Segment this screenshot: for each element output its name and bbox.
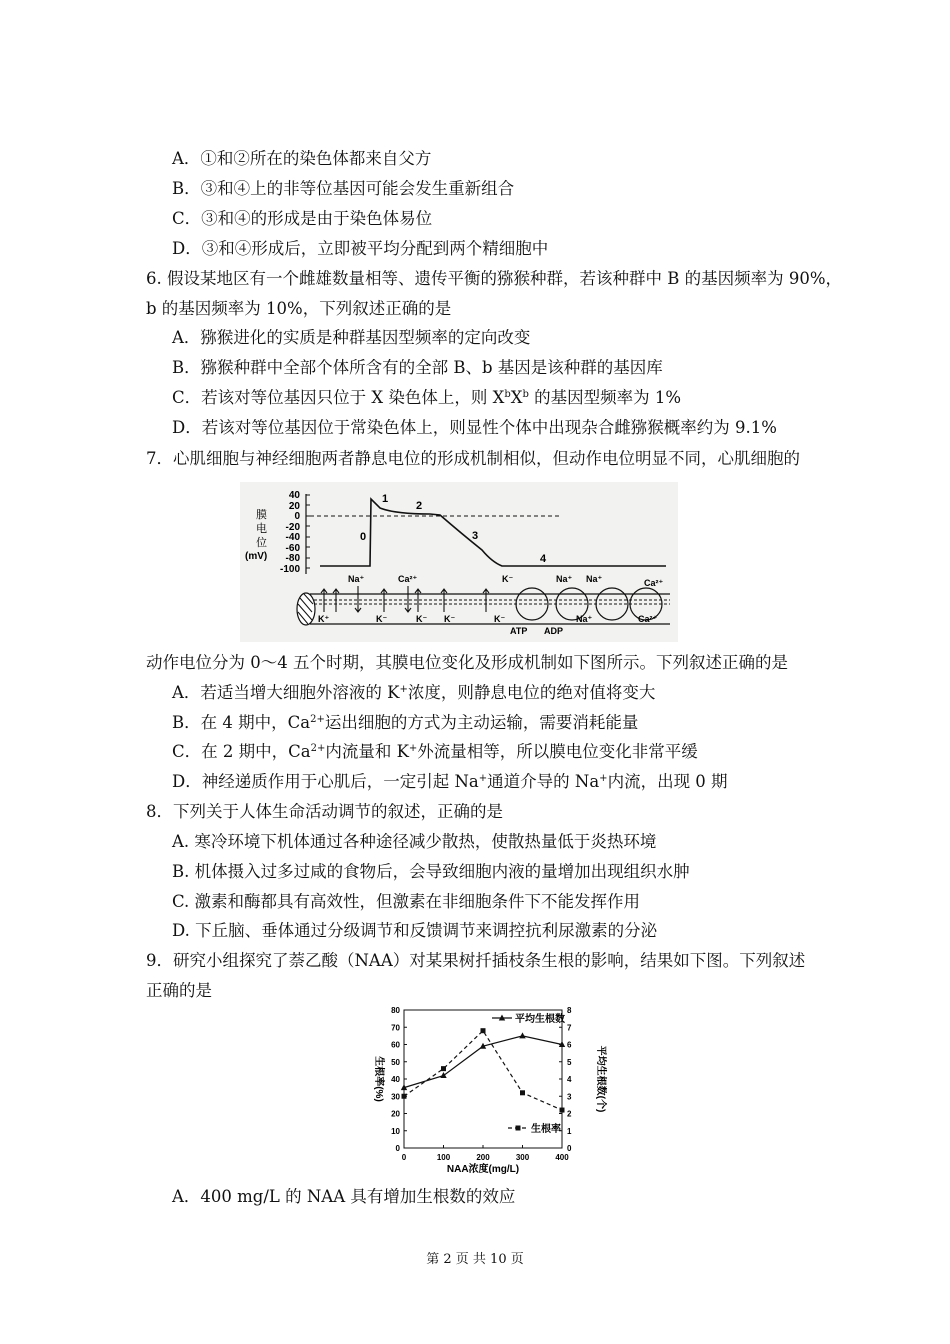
data-point-square — [402, 1094, 407, 1099]
phase-1-label: 1 — [382, 493, 389, 505]
ytick: -100 — [279, 564, 300, 575]
legend-marker-square — [516, 1126, 521, 1131]
ylabel-unit: (mV) — [245, 551, 268, 562]
ytick: -60 — [285, 543, 300, 554]
naa-rooting-chart — [368, 1002, 608, 1184]
ytick: 0 — [294, 511, 300, 522]
ytick: -80 — [285, 553, 300, 564]
ion-label-k: K⁻ — [494, 614, 506, 624]
phase-2-label: 2 — [416, 500, 423, 512]
data-point-square — [481, 1028, 486, 1033]
y-right-tick-label: 0 — [567, 1144, 572, 1153]
page-footer: 第 2 页 共 10 页 — [426, 1252, 524, 1267]
q8-option-a: A. 寒冷环境下机体通过各种途径减少散热，使散热量低于炎热环境 — [172, 832, 657, 851]
y-left-tick-label: 60 — [391, 1040, 400, 1050]
data-point-square — [520, 1090, 525, 1095]
y-right-tick-label: 8 — [567, 1006, 572, 1015]
legend-label-rooting-rate: 生根率 — [531, 1124, 561, 1135]
q8-option-c: C. 激素和酶都具有高效性，但激素在非细胞条件下不能发挥作用 — [172, 892, 641, 911]
ylabel-char-2: 电 — [256, 523, 267, 535]
data-point-square — [441, 1066, 446, 1071]
phase-0-label: 0 — [360, 531, 367, 543]
y-left-tick-label: 10 — [391, 1126, 400, 1136]
ion-label-na: Na⁺ — [348, 574, 365, 584]
q6-option-b: B．猕猴种群中全部个体所含有的全部 B、b 基因是该种群的基因库 — [172, 358, 663, 377]
q9-stem-line1: 9．研究小组探究了萘乙酸（NAA）对某果树扦插枝条生根的影响，结果如下图。下列叙述 — [146, 951, 806, 970]
ion-label-na: Na⁺ — [586, 574, 603, 584]
ytick: -20 — [285, 522, 300, 533]
legend-label-avg-roots: 平均生根数 — [515, 1014, 565, 1025]
y-left-tick-label: 20 — [391, 1109, 400, 1119]
ylabel-char-3: 位 — [256, 537, 267, 549]
ion-label-ca: Ca²⁺ — [644, 578, 664, 588]
x-tick-label: 300 — [515, 1153, 530, 1162]
y-left-tick-label: 80 — [391, 1006, 400, 1015]
q6-option-d: D．若该对等位基因位于常染色体上，则显性个体中出现杂合雌猕猴概率约为 9.1% — [172, 418, 777, 437]
y-left-tick-label: 0 — [395, 1144, 400, 1153]
data-point-square — [560, 1108, 565, 1113]
x-tick-label: 200 — [476, 1153, 490, 1162]
data-point-triangle — [519, 1032, 525, 1038]
y-right-tick-label: 5 — [567, 1057, 572, 1067]
ion-label-k: K⁻ — [376, 614, 388, 624]
q6-option-c: C．若该对等位基因只位于 X 染色体上，则 $X^bX^b$ 的基因型频率为 1% — [172, 388, 682, 407]
y-right-tick-label: 4 — [567, 1075, 572, 1084]
q7-stem-line2: 动作电位分为 0～4 五个时期，其膜电位变化及形成机制如下图所示。下列叙述正确的是 — [146, 653, 788, 672]
q7-option-c: C．在 2 期中，$Ca^{2+}$内流量和 K+外流量相等，所以膜电位变化非常平缓 — [172, 742, 698, 761]
x-axis-label: NAA浓度(mg/L) — [446, 1164, 520, 1175]
ytick: 40 — [288, 490, 300, 501]
q7-option-b: B．在 4 期中，$Ca^{2+}$运出细胞的方式为主动运输，需要消耗能量 — [172, 713, 639, 732]
y-right-tick-label: 3 — [567, 1092, 572, 1102]
q5-option-b: B．③和④上的非等位基因可能会发生重新组合 — [172, 179, 515, 198]
x-tick-label: 100 — [436, 1153, 451, 1162]
ytick: -40 — [285, 532, 300, 543]
y-left-tick-label: 40 — [391, 1075, 400, 1084]
q6-option-a: A．猕猴进化的实质是种群基因型频率的定向改变 — [172, 328, 531, 347]
cardiac-action-potential-figure — [240, 482, 678, 642]
cell-end — [297, 593, 315, 625]
x-tick-label: 400 — [555, 1153, 569, 1162]
ion-label-k: K⁻ — [502, 574, 514, 584]
ion-label-k: K⁻ — [444, 614, 456, 624]
phase-3-label: 3 — [472, 530, 479, 542]
q5-option-a: A．①和②所在的染色体都来自父方 — [172, 149, 432, 168]
ytick: 20 — [288, 501, 300, 512]
q8-stem: 8．下列关于人体生命活动调节的叙述，正确的是 — [146, 802, 503, 821]
q5-option-c: C．③和④的形成是由于染色体易位 — [172, 209, 433, 228]
ion-label-na: Na⁺ — [576, 614, 593, 624]
y-right-tick-label: 6 — [567, 1040, 572, 1050]
y-right-tick-label: 2 — [567, 1109, 572, 1119]
q9-stem-line2: 正确的是 — [146, 981, 212, 1000]
q6-stem-line1: 6. 假设某地区有一个雌雄数量相等、遗传平衡的猕猴种群，若该种群中 B 的基因频率为 90%， — [146, 269, 843, 288]
phase-4-label: 4 — [540, 553, 547, 565]
ion-label-k: K⁻ — [416, 614, 428, 624]
q7-option-a: A．若适当增大细胞外溶液的 K+浓度，则静息电位的绝对值将变大 — [172, 683, 656, 702]
ion-label-k: K⁺ — [318, 614, 330, 624]
q7-option-d: D．神经递质作用于心肌后，一定引起 Na+通道介导的 Na+内流，出现 0 期 — [172, 772, 728, 791]
y-right-axis-label: 平均生根数(个) — [595, 1045, 606, 1113]
data-point-triangle — [440, 1072, 446, 1078]
y-left-tick-label: 30 — [391, 1092, 400, 1102]
ion-label-ca: Ca²⁺ — [398, 574, 418, 584]
q6-stem-line2: b 的基因频率为 10%，下列叙述正确的是 — [146, 299, 452, 318]
adp-label: ADP — [544, 626, 564, 636]
q8-option-b: B. 机体摄入过多过咸的食物后，会导致细胞内液的量增加出现组织水肿 — [172, 862, 690, 881]
y-left-axis-label: 生根率(%) — [373, 1056, 384, 1102]
y-right-tick-label: 1 — [567, 1126, 572, 1136]
y-right-tick-label: 7 — [567, 1023, 572, 1033]
ion-label-ca: Ca²⁺ — [638, 614, 658, 624]
q9-option-a: A．400 mg/L 的 NAA 具有增加生根数的效应 — [172, 1187, 516, 1206]
y-left-tick-label: 70 — [391, 1023, 400, 1033]
ylabel-char-1: 膜 — [256, 509, 267, 521]
atp-label: ATP — [510, 626, 528, 636]
q8-option-d: D. 下丘脑、垂体通过分级调节和反馈调节来调控抗利尿激素的分泌 — [172, 921, 658, 940]
q5-option-d: D．③和④形成后，立即被平均分配到两个精细胞中 — [172, 239, 549, 258]
y-left-tick-label: 50 — [391, 1057, 400, 1067]
ion-label-na: Na⁺ — [556, 574, 573, 584]
series-line-square — [404, 1031, 562, 1110]
x-tick-label: 0 — [401, 1153, 407, 1162]
q7-stem-line1: 7．心肌细胞与神经细胞两者静息电位的形成机制相似，但动作电位明显不同，心肌细胞的 — [146, 449, 800, 468]
